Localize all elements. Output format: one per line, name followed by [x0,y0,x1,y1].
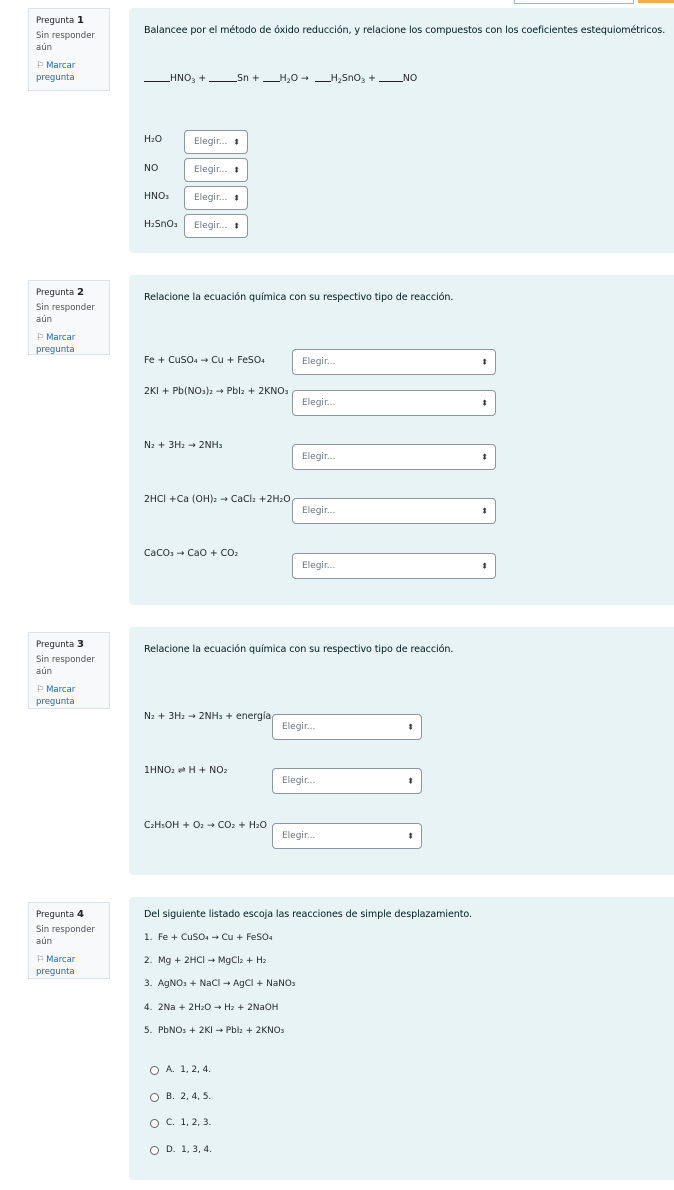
flag-icon: ⚐ [36,333,45,343]
question-4-content [129,897,674,1180]
question-text: Balancee por el método de óxido reducción, y relacione los compuestos con los coeficientes estequiométricos. [144,25,666,36]
select-updown-icon: ⬍ [481,452,488,462]
radio-unchecked-icon[interactable] [150,1066,159,1075]
reaction-type-select[interactable] [292,390,496,416]
select-updown-icon: ⬍ [233,193,240,203]
flag-label: Marcar pregunta [36,685,76,707]
list-number: 3. [144,979,153,989]
list-item [144,1026,284,1036]
compound-label: H₂O [144,134,163,145]
list-equation: 2Na + 2H₂O → H₂ + 2NaOH [158,1003,279,1013]
select-value: Elegir... [302,452,336,462]
coefficient-select[interactable] [184,186,248,210]
question-1-content [129,8,674,253]
answer-text: 1, 3, 4. [181,1145,212,1155]
question-number-value: 3 [76,639,84,650]
compound-label: H₂SnO₃ [144,219,178,230]
list-number: 5. [144,1026,153,1036]
select-value: Elegir... [282,776,316,786]
question-state: Sin responder aún [36,303,95,325]
list-item [144,933,272,943]
list-item [144,1003,278,1013]
list-number: 4. [144,1003,153,1013]
select-value: Elegir... [194,137,228,147]
top-accent-button[interactable] [638,0,674,3]
reaction-type-select[interactable] [292,444,496,470]
answer-text: 1, 2, 3. [180,1118,212,1128]
list-equation: PbNO₃ + 2KI → PbI₂ + 2KNO₃ [158,1026,285,1036]
flag-label: Marcar pregunta [36,61,76,83]
select-updown-icon: ⬍ [481,561,488,571]
reaction-equation: Fe + CuSO₄ → Cu + FeSO₄ [144,355,265,366]
radio-unchecked-icon[interactable] [150,1146,159,1155]
flag-icon: ⚐ [36,685,45,695]
select-value: Elegir... [302,506,336,516]
flag-question-link[interactable] [36,332,102,356]
select-updown-icon: ⬍ [481,357,488,367]
question-label: Pregunta [36,16,75,26]
list-item [144,979,295,989]
answer-option[interactable] [166,1092,211,1102]
answer-option[interactable] [166,1065,211,1075]
question-number-value: 2 [76,287,84,298]
select-updown-icon: ⬍ [233,221,240,231]
reaction-type-select[interactable] [292,553,496,579]
list-equation: Mg + 2HCl → MgCl₂ + H₂ [158,956,267,966]
flag-question-link[interactable] [36,954,102,978]
compound-label: NO [144,163,159,174]
reaction-equation: N₂ + 3H₂ → 2NH₃ [144,440,223,451]
list-equation: Fe + CuSO₄ → Cu + FeSO₄ [158,933,273,943]
flag-icon: ⚐ [36,955,45,965]
select-updown-icon: ⬍ [481,506,488,516]
question-state: Sin responder aún [36,31,95,53]
select-value: Elegir... [302,561,336,571]
radio-unchecked-icon[interactable] [150,1093,159,1102]
list-item [144,956,266,966]
reaction-type-select[interactable] [272,714,422,740]
reaction-equation: N₂ + 3H₂ → 2NH₃ + energía [144,711,272,722]
select-value: Elegir... [302,357,336,367]
flag-label: Marcar pregunta [36,955,76,977]
answer-option[interactable] [166,1145,212,1155]
answer-letter: D. [166,1145,176,1155]
reaction-equation: 1HNO₂ ⇌ H + NO₂ [144,765,228,776]
reaction-type-select[interactable] [292,349,496,375]
compound-label: HNO₃ [144,191,169,202]
question-number-value: 4 [76,909,84,920]
answer-option[interactable] [166,1118,211,1128]
question-state: Sin responder aún [36,655,95,677]
coefficient-select[interactable] [184,214,248,238]
answer-letter: A. [166,1065,175,1075]
select-updown-icon: ⬍ [233,137,240,147]
select-updown-icon: ⬍ [407,722,414,732]
answer-text: 1, 2, 4. [180,1065,212,1075]
question-text: Relacione la ecuación química con su respectivo tipo de reacción. [144,644,454,655]
question-number [36,639,102,651]
answer-letter: B. [166,1092,175,1102]
select-value: Elegir... [282,831,316,841]
select-value: Elegir... [194,193,228,203]
flag-icon: ⚐ [36,61,45,71]
reaction-type-select[interactable] [292,498,496,524]
question-2-info [28,280,110,355]
question-state: Sin responder aún [36,925,95,947]
question-label: Pregunta [36,910,75,920]
question-number-value: 1 [76,15,84,26]
question-label: Pregunta [36,288,75,298]
reaction-equation: 2HCl +Ca (OH)₂ → CaCl₂ +2H₂O [144,494,291,505]
question-2-content [129,275,674,605]
blank [144,73,170,82]
flag-question-link[interactable] [36,60,102,84]
question-3-info [28,632,110,709]
question-number [36,15,102,27]
coefficient-select[interactable] [184,158,248,182]
select-updown-icon: ⬍ [407,776,414,786]
flag-label: Marcar pregunta [36,333,76,355]
top-button-outline[interactable] [514,0,634,4]
select-updown-icon: ⬍ [233,165,240,175]
select-value: Elegir... [282,722,316,732]
select-value: Elegir... [194,165,228,175]
question-1-info [28,8,110,91]
answer-text: 2, 4, 5. [180,1092,212,1102]
coefficient-select[interactable] [184,130,248,154]
list-number: 2. [144,956,153,966]
reaction-equation: 2KI + Pb(NO₃)₂ → PbI₂ + 2KNO₃ [144,386,289,397]
reaction-type-select[interactable] [272,768,422,794]
select-updown-icon: ⬍ [481,398,488,408]
list-equation: AgNO₃ + NaCl → AgCl + NaNO₃ [158,979,296,989]
select-updown-icon: ⬍ [407,831,414,841]
reaction-type-select[interactable] [272,823,422,849]
question-3-content [129,627,674,875]
question-text: Relacione la ecuación química con su respectivo tipo de reacción. [144,292,454,303]
question-label: Pregunta [36,640,75,650]
question-text: Del siguiente listado escoja las reacciones de simple desplazamiento. [144,909,472,920]
reaction-equation: C₂H₅OH + O₂ → CO₂ + H₂O [144,820,267,831]
list-number: 1. [144,933,153,943]
select-value: Elegir... [194,221,228,231]
question-number [36,287,102,299]
radio-unchecked-icon[interactable] [150,1119,159,1128]
select-value: Elegir... [302,398,336,408]
question-number [36,909,102,921]
reaction-equation: CaCO₃ → CaO + CO₂ [144,548,239,559]
question-1-equation: $HNO_3 + Sn + H_2O \to H_2SnO_3$ + NO [144,73,417,84]
question-4-info [28,902,110,979]
flag-question-link[interactable] [36,684,102,708]
answer-letter: C. [166,1118,175,1128]
